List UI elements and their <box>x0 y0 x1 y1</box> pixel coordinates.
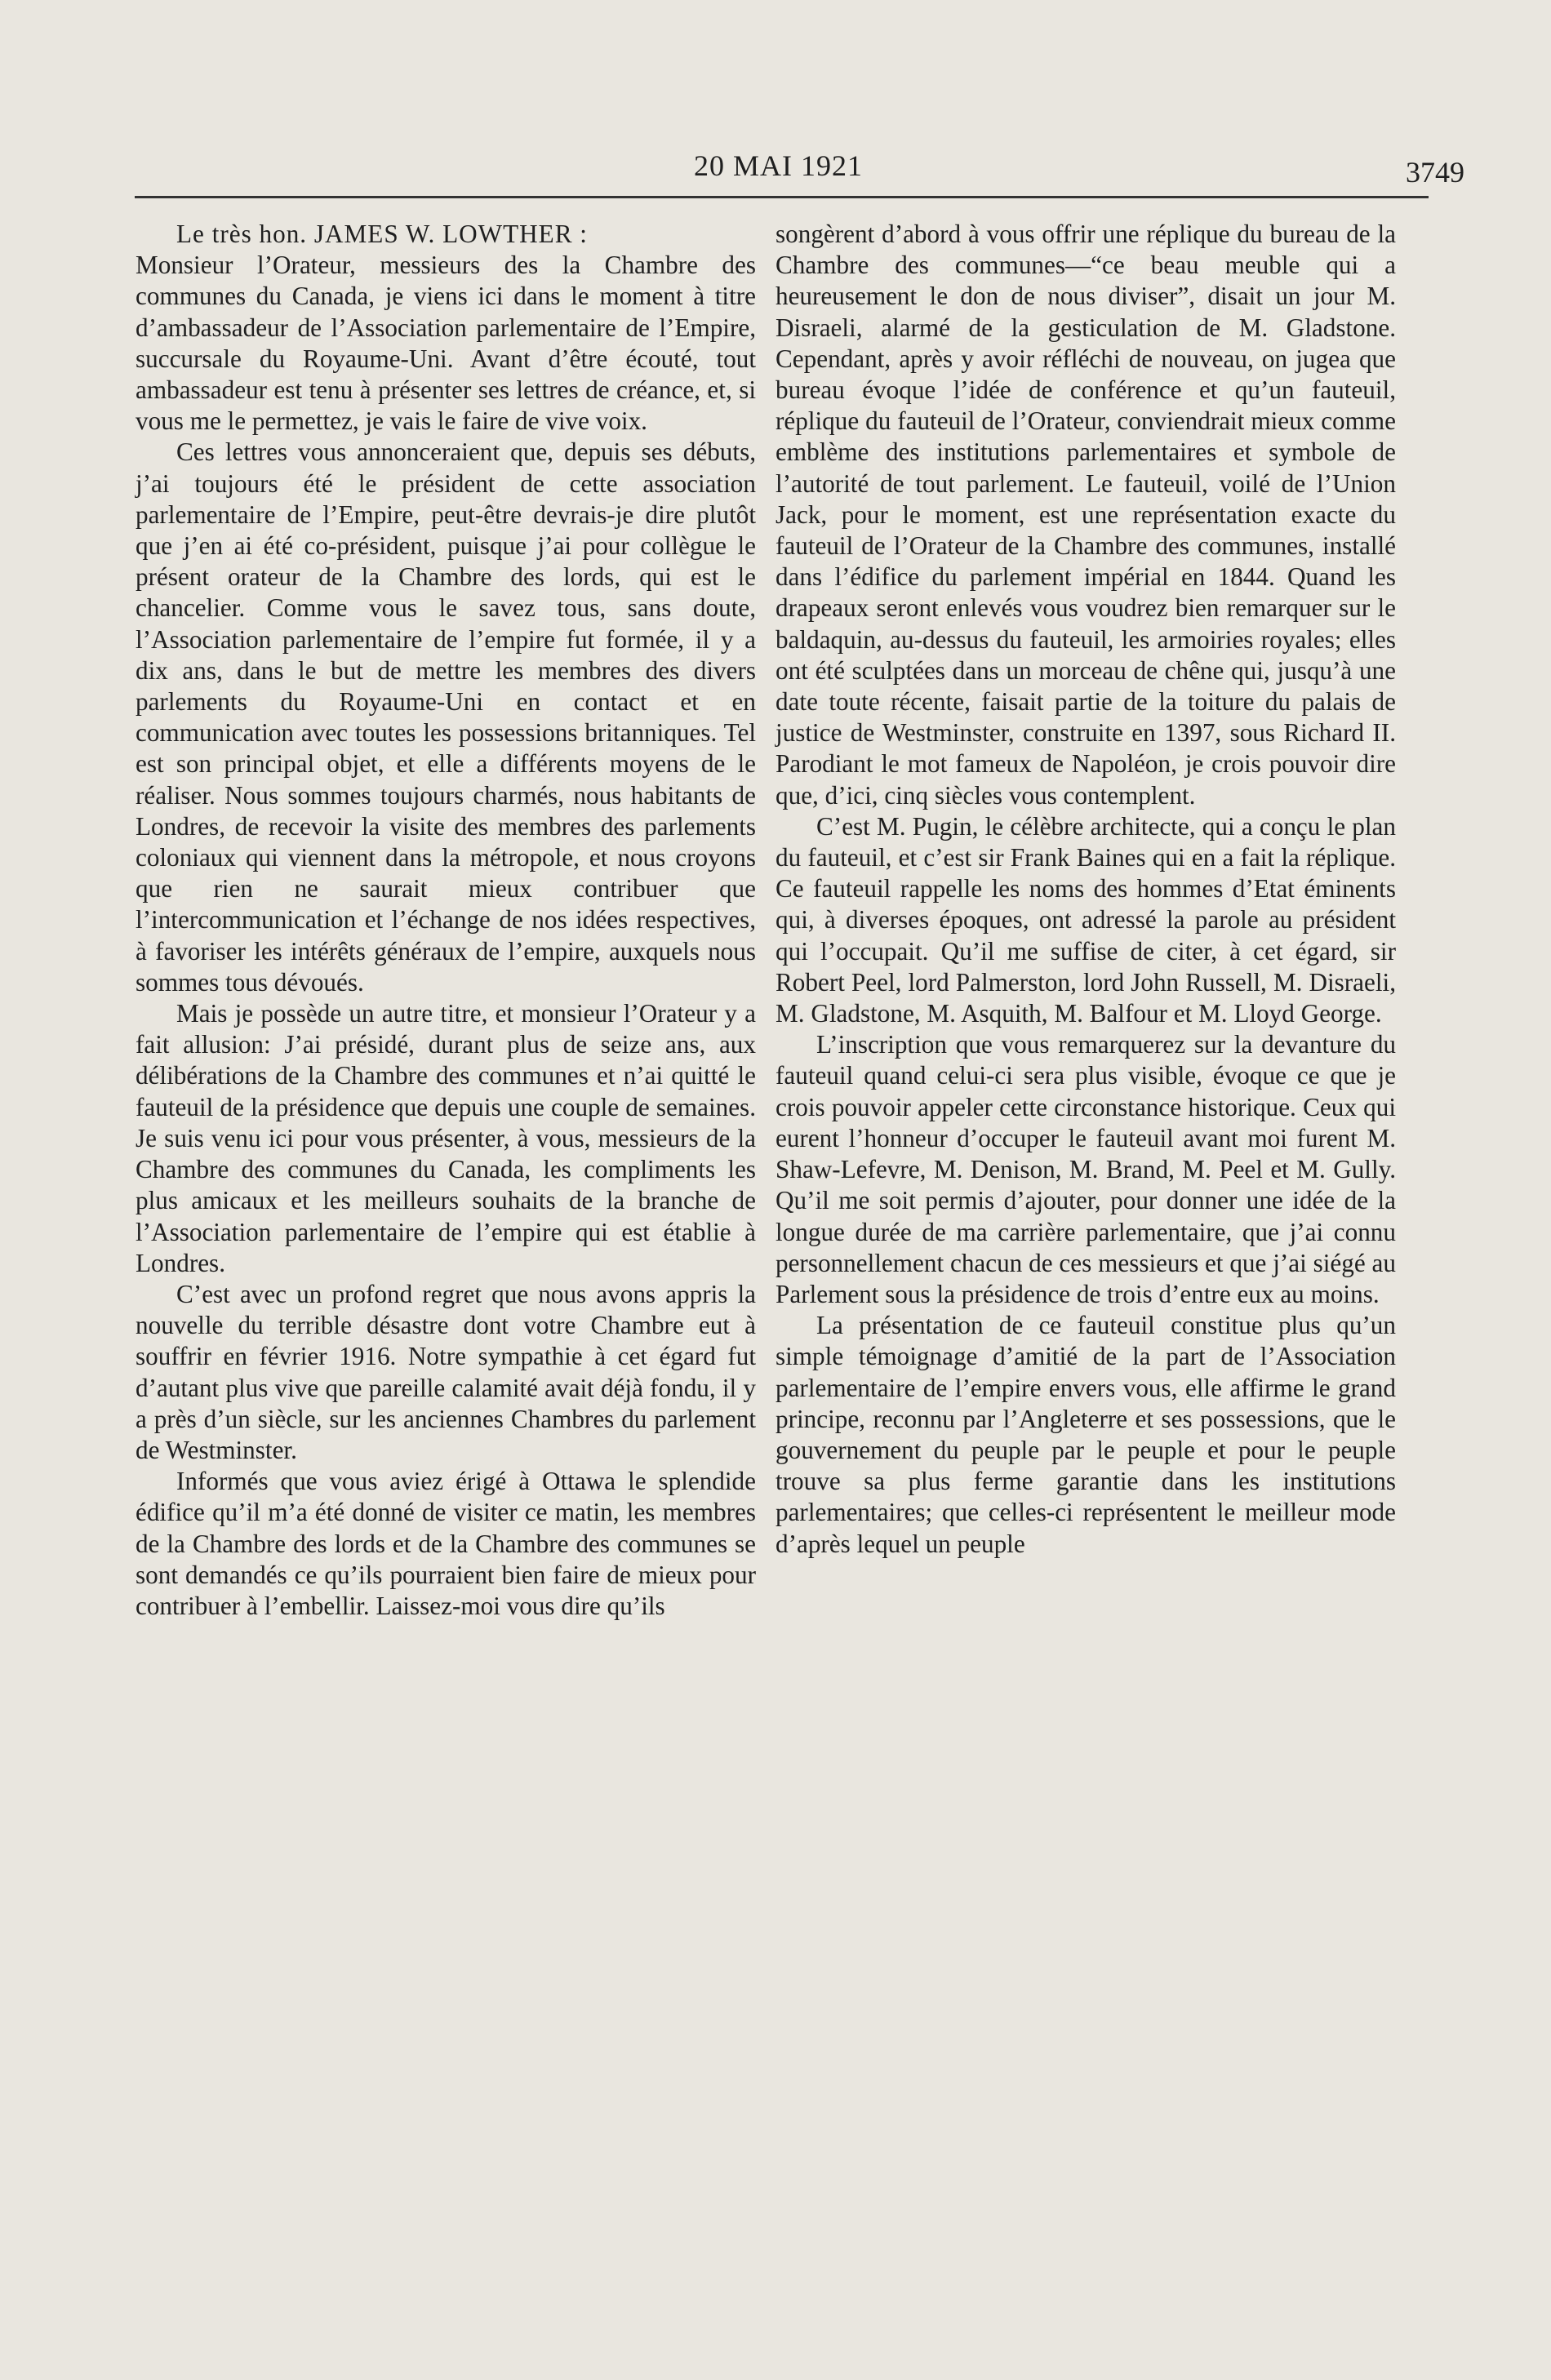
speaker-intro: Le très hon. JAMES W. LOWTHER : <box>176 220 588 248</box>
paragraph: Mais je possède un autre titre, et monsieur l’Orateur y a fait allusion: J’ai présidé, durant plus de seize ans, aux délibérations de la Chambre des communes et n’ai quitté le fauteuil de la présidence que depuis une couple de semaines. Je suis venu ici pour vous présenter, à vous, messieurs de la Chambre des communes du Canada, les compliments les plus amicaux et les meilleurs souhaits de la branche de l’Association parlementaire de l’empire qui est établie à Londres. <box>136 999 756 1277</box>
paragraph: C’est M. Pugin, le célèbre architecte, qui a conçu le plan du fauteuil, et c’est sir Frank Baines qui en a fait la réplique. Ce fauteuil rappelle les noms des hommes d’Etat éminents qui, à diverses époques, ont adressé la parole au président qui l’occupait. Qu’il me suffise de citer, à cet égard, sir Robert Peel, lord Palmerston, lord John Russell, M. Disraeli, M. Gladstone, M. Asquith, M. Balfour et M. Lloyd George. <box>776 811 1396 1028</box>
paragraph: Monsieur l’Orateur, messieurs des la Chambre des communes du Canada, je viens ici dans le moment à titre d’ambassadeur de l’Association parlementaire de l’Empire, succursale du Royaume-Uni. Avant d’être écouté, tout ambassadeur est tenu à présenter ses lettres de créance, et, si vous me le permettez, je vais le faire de vive voix. <box>136 251 756 436</box>
page-header-date: 20 MAI 1921 <box>694 149 863 182</box>
paragraph: L’inscription que vous remarquerez sur la devanture du fauteuil quand celui-ci sera plus visible, évoque ce que je crois pouvoir appeler cette circonstance historique. Ceux qui eurent l’honneur d’occuper le fauteuil avant moi furent M. Shaw-Lefevre, M. Denison, M. Brand, M. Peel et M. Gully. Qu’il me soit permis d’ajouter, pour donner une idée de la longue durée de ma carrière parlementaire, que j’ai connu personnellement chacun de ces messieurs et que j’ai siégé au Parlement sous la présidence de trois d’entre eux au moins. <box>776 1030 1396 1308</box>
paragraph: songèrent d’abord à vous offrir une réplique du bureau de la Chambre des communes—“ce beau meuble qui a heureusement le don de nous diviser”, disait un jour M. Disraeli, alarmé de la gesticulation de M. Gladstone. Cependant, après y avoir réfléchi de nouveau, on jugea que bureau évoque l’idée de conférence et qu’un fauteuil, réplique du fauteuil de l’Orateur, conviendrait mieux comme emblème des institutions parlementaires et symbole de l’autorité de tout parlement. Le fauteuil, voilé de l’Union Jack, pour le moment, est une représentation exacte du fauteuil de l’Orateur de la Chambre des communes, installé dans l’édifice du parlement impérial en 1844. Quand les drapeaux seront enlevés vous voudrez bien remarquer sur le baldaquin, au-dessus du fauteuil, les armoiries royales; elles ont été sculptées dans un morceau de chêne qui, jusqu’à une date toute récente, faisait partie de la toiture du palais de justice de Westminster, construite en 1397, sous Richard II. Parodiant le mot fameux de Napoléon, je crois pouvoir dire que, d’ici, cinq siècles vous contemplent. <box>776 220 1396 810</box>
paragraph: La présentation de ce fauteuil constitue plus qu’un simple témoignage d’amitié de la part de l’Association parlementaire de l’empire envers vous, elle affirme le grand principe, reconnu par l’Angleterre et ses possessions, que le gouvernement du peuple par le peuple et pour le peuple trouve sa plus ferme garantie dans les institutions parlementaires; que celles-ci représentent le meilleur mode d’après lequel un peuple <box>776 1311 1396 1558</box>
paragraph: Informés que vous aviez érigé à Ottawa le splendide édifice qu’il m’a été donné de visiter ce matin, les membres de la Chambre des lords et de la Chambre des communes se sont demandés ce qu’ils pourraient bien faire de mieux pour contribuer à l’embellir. Laissez-moi vous dire qu’ils <box>136 1467 756 1620</box>
left-column <box>136 219 756 1622</box>
paragraph <box>136 219 756 250</box>
header-rule <box>135 196 1429 198</box>
paragraph: C’est avec un profond regret que nous avons appris la nouvelle du terrible désastre dont votre Chambre eut à souffrir en février 1916. Notre sympathie à cet égard fut d’autant plus vive que pareille calamité avait déjà fondu, il y a près d’un siècle, sur les anciennes Chambres du parlement de Westminster. <box>136 1279 756 1464</box>
right-column <box>776 219 1396 1560</box>
page-number: 3749 <box>1406 156 1464 189</box>
paragraph: Ces lettres vous annonceraient que, depuis ses débuts, j’ai toujours été le président de cette association parlementaire de l’Empire, peut-être devrais-je dire plutôt que j’en ai été co-président, puisque j’ai pour collègue le présent orateur de la Chambre des lords, qui est le chancelier. Comme vous le savez tous, sans doute, l’Association parlementaire de l’empire fut formée, il y a dix ans, dans le but de mettre les membres des divers parlements du Royaume-Uni en contact et en communication avec toutes les possessions britanniques. Tel est son principal objet, et elle a différents moyens de le réaliser. Nous sommes toujours charmés, nous habitants de Londres, de recevoir la visite des membres des parlements coloniaux qui viennent dans la métropole, et nous croyons que rien ne saurait mieux contribuer que l’intercommunication et l’échange de nos idées respectives, à favoriser les intérêts généraux de l’empire, auxquels nous sommes tous dévoués. <box>136 437 756 997</box>
